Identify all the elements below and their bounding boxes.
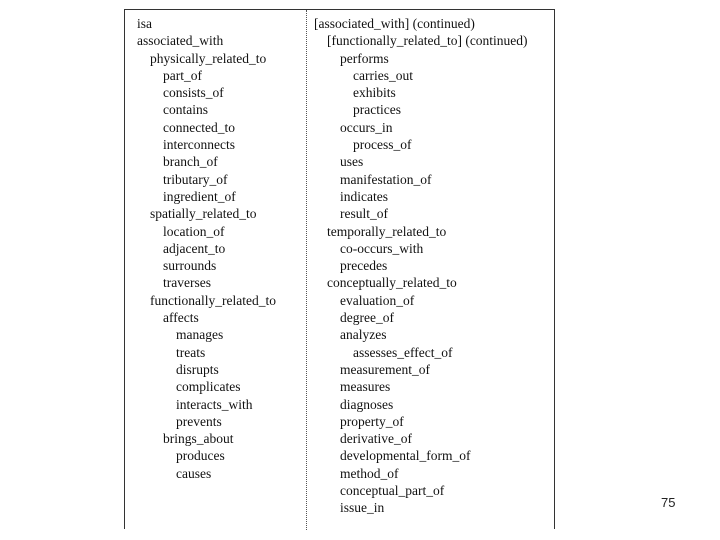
- relation-term: indicates: [340, 188, 388, 204]
- relation-term: assesses_effect_of: [353, 344, 453, 360]
- relation-term: co-occurs_with: [340, 240, 424, 256]
- relation-term: interconnects: [163, 137, 235, 153]
- relation-term: complicates: [176, 379, 241, 395]
- relation-term: conceptually_related_to: [327, 275, 457, 291]
- relation-term: exhibits: [353, 85, 396, 101]
- relation-term: performs: [340, 50, 389, 66]
- relationship-hierarchy-table: [124, 9, 555, 529]
- relation-term: isa: [137, 16, 152, 31]
- relation-term: conceptual_part_of: [340, 483, 445, 499]
- left-column-term-list: [137, 15, 276, 482]
- relation-term: practices: [353, 102, 401, 118]
- relation-term: method_of: [340, 465, 399, 481]
- right-column-term-list: [314, 15, 528, 517]
- relation-term: brings_about: [163, 431, 234, 447]
- relation-term: surrounds: [163, 258, 217, 274]
- relation-term: adjacent_to: [163, 240, 226, 256]
- relation-term: consists_of: [163, 85, 224, 101]
- relation-term: measurement_of: [340, 361, 430, 377]
- column-divider: [306, 10, 307, 530]
- relation-term: location_of: [163, 223, 225, 239]
- relation-term: manifestation_of: [340, 171, 432, 187]
- relation-term: occurs_in: [340, 119, 393, 135]
- relation-term: diagnoses: [340, 396, 394, 412]
- relation-term: produces: [176, 448, 225, 464]
- relation-term: manages: [176, 327, 224, 343]
- relation-term: disrupts: [176, 361, 219, 377]
- relation-term: temporally_related_to: [327, 223, 447, 239]
- relation-term: property_of: [340, 413, 404, 429]
- relation-term: affects: [163, 310, 199, 326]
- relation-term: traverses: [163, 275, 211, 291]
- relation-term: functionally_related_to: [150, 292, 276, 308]
- relation-term: developmental_form_of: [340, 448, 471, 464]
- relation-term: carries_out: [353, 67, 413, 83]
- relation-term: contains: [163, 102, 208, 118]
- relation-term: degree_of: [340, 310, 394, 326]
- relation-term: [associated_with] (continued): [314, 16, 475, 31]
- relation-term: prevents: [176, 413, 222, 429]
- relation-term: measures: [340, 379, 391, 395]
- relation-term: process_of: [353, 137, 412, 153]
- relation-term: derivative_of: [340, 431, 412, 447]
- relation-term: uses: [340, 154, 364, 170]
- relation-term: treats: [176, 344, 206, 360]
- relation-term: [functionally_related_to] (continued): [327, 33, 528, 49]
- relation-term: spatially_related_to: [150, 206, 257, 222]
- relation-term: issue_in: [340, 500, 385, 516]
- relation-term: associated_with: [137, 33, 224, 49]
- relation-term: branch_of: [163, 154, 218, 170]
- relation-term: ingredient_of: [163, 188, 236, 204]
- relation-term: connected_to: [163, 119, 235, 135]
- relation-term: interacts_with: [176, 396, 253, 412]
- relation-term: analyzes: [340, 327, 387, 343]
- relation-term: precedes: [340, 258, 388, 274]
- relation-term: physically_related_to: [150, 50, 267, 66]
- relation-term: tributary_of: [163, 171, 228, 187]
- page-number: 75: [661, 495, 676, 510]
- relation-term: causes: [176, 465, 212, 481]
- relation-term: result_of: [340, 206, 388, 222]
- relation-term: evaluation_of: [340, 292, 415, 308]
- relation-term: part_of: [163, 67, 202, 83]
